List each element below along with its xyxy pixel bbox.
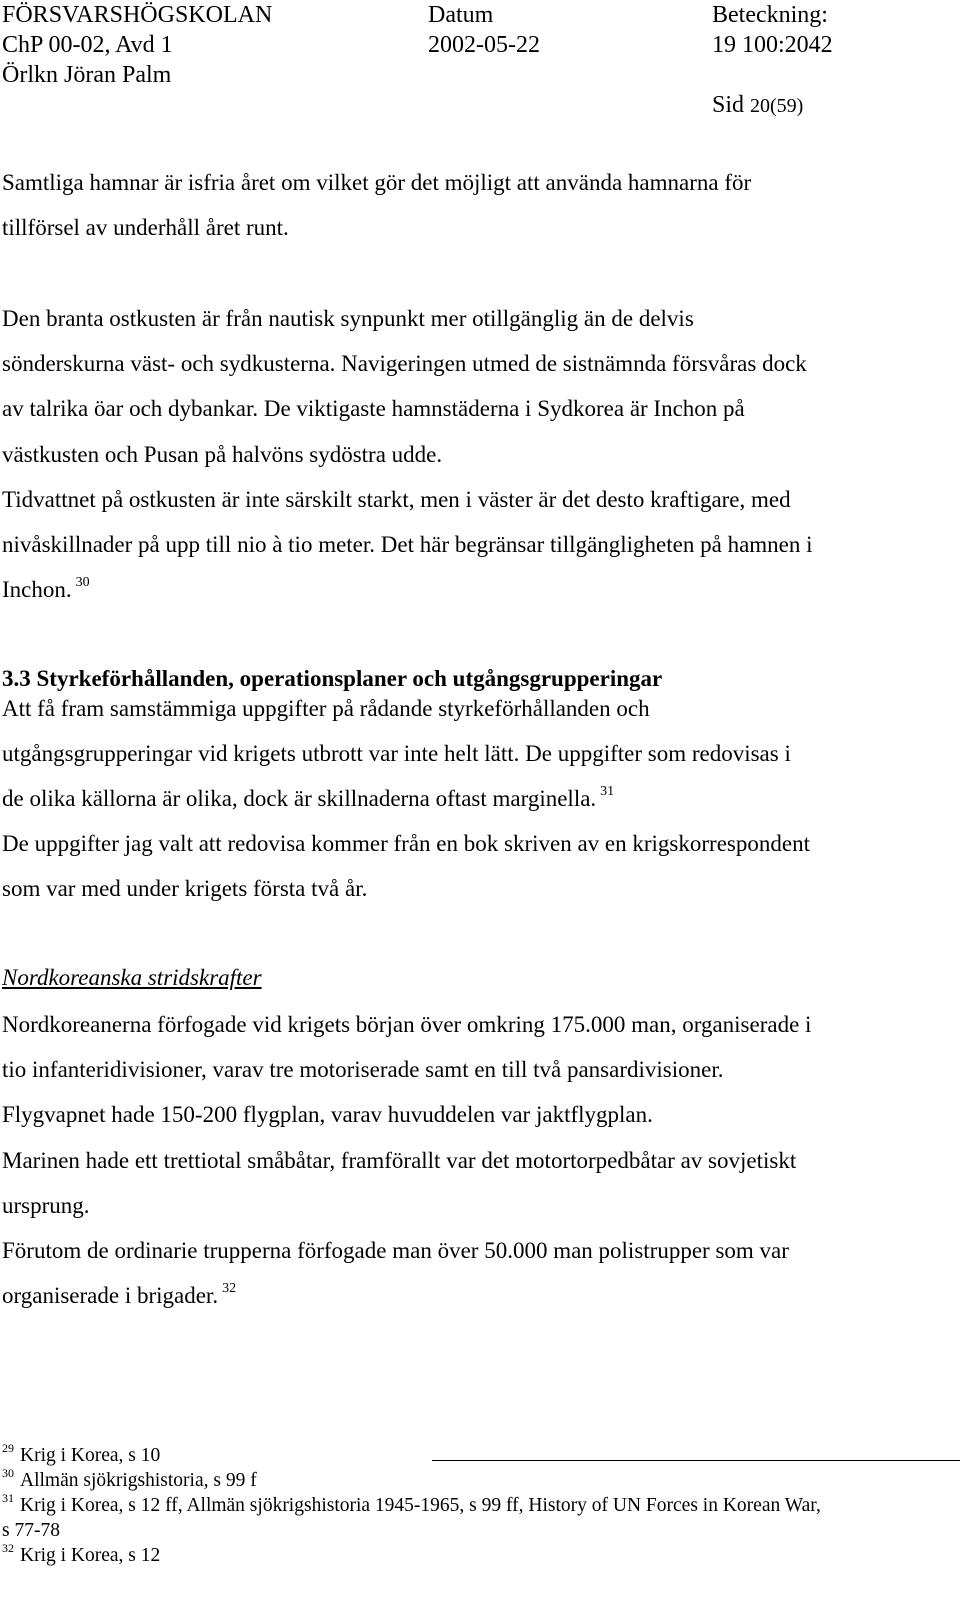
footnote-number: 29 bbox=[2, 1441, 14, 1455]
footnote bbox=[2, 1543, 957, 1568]
header-course: ChP 00-02, Avd 1 bbox=[2, 32, 173, 58]
footnote-ref: 32 bbox=[222, 1281, 237, 1297]
header-page-number bbox=[712, 90, 803, 121]
header-designation-label: Beteckning: bbox=[712, 2, 828, 28]
text-line: Den branta ostkusten är från nautisk synpunkt mer otillgänglig än de delvis bbox=[2, 306, 694, 331]
text-line: ursprung. bbox=[2, 1192, 90, 1218]
footnote bbox=[2, 1443, 957, 1468]
text-line: västkusten och Pusan på halvöns sydöstra udde. bbox=[2, 441, 443, 467]
section-heading: 3.3 Styrkeförhållanden, operationsplaner och utgångsgrupperingar bbox=[2, 666, 663, 691]
footnote-continuation: s 77-78 bbox=[2, 1520, 60, 1541]
text-line: tillförsel av underhåll året runt. bbox=[2, 215, 289, 241]
text-line: nivåskillnader på upp till nio à tio meter. Det här begränsar tillgängligheten på hamnen i bbox=[2, 532, 813, 558]
header-designation: 19 100:2042 bbox=[712, 32, 833, 58]
text-line: utgångsgrupperingar vid krigets utbrott var inte helt lätt. De uppgifter som redovisas i bbox=[2, 741, 791, 767]
footnote-text: Allmän sjökrigshistoria, s 99 f bbox=[20, 1470, 257, 1491]
text-line: Att få fram samstämmiga uppgifter på rådande styrkeförhållanden och bbox=[2, 696, 650, 721]
text-line: av talrika öar och dybankar. De viktigaste hamnstäderna i Sydkorea är Inchon på bbox=[2, 396, 745, 422]
footnote-ref: 30 bbox=[75, 575, 90, 591]
header-date-label: Datum bbox=[428, 2, 494, 28]
text-line: som var med under krigets första två år. bbox=[2, 876, 368, 902]
text-line bbox=[2, 1273, 952, 1318]
footnote-text: Krig i Korea, s 10 bbox=[20, 1445, 161, 1466]
paragraph-harbors bbox=[2, 160, 952, 250]
paragraph-correspondent bbox=[2, 821, 952, 911]
text-line: Nordkoreanerna förfogade vid krigets början över omkring 175.000 man, organiserade i bbox=[2, 1012, 812, 1037]
text-fragment: Inchon. bbox=[2, 577, 72, 603]
page-value: 20(59) bbox=[750, 95, 804, 117]
paragraph-sources bbox=[2, 686, 952, 822]
header-org: FÖRSVARSHÖGSKOLAN bbox=[2, 2, 273, 28]
footnote-text: Krig i Korea, s 12 bbox=[20, 1545, 161, 1566]
footnote-number: 30 bbox=[2, 1466, 14, 1480]
footnote-number: 32 bbox=[2, 1541, 14, 1555]
text-line: sönderskurna väst- och sydkusterna. Navigeringen utmed de sistnämnda försvåras dock bbox=[2, 351, 807, 377]
text-fragment: de olika källorna är olika, dock är skillnaderna oftast marginella. bbox=[2, 786, 597, 812]
page-label: Sid bbox=[712, 92, 745, 118]
text-line: Samtliga hamnar är isfria året om vilket gör det möjligt att använda hamnarna för bbox=[2, 170, 752, 195]
text-line: Tidvattnet på ostkusten är inte särskilt starkt, men i väster är det desto kraftigare, med bbox=[2, 486, 791, 512]
footnote bbox=[2, 1493, 957, 1518]
text-line bbox=[2, 776, 952, 821]
text-line: tio infanteridivisioner, varav tre motoriserade samt en till två pansardivisioner. bbox=[2, 1057, 724, 1083]
text-fragment: organiserade i brigader. bbox=[2, 1283, 219, 1309]
text-line: Förutom de ordinarie trupperna förfogade man över 50.000 man polistrupper som var bbox=[2, 1238, 789, 1264]
paragraph-north-korean-forces bbox=[2, 1002, 952, 1318]
paragraph-coasts bbox=[2, 296, 952, 612]
header-author: Örlkn Jöran Palm bbox=[2, 62, 172, 88]
footnote-ref: 31 bbox=[600, 784, 615, 800]
text-line: De uppgifter jag valt att redovisa kommer från en bok skriven av en krigskorrespondent bbox=[2, 831, 810, 856]
text-line: Marinen hade ett trettiotal småbåtar, framförallt var det motortorpedbåtar av sovjetiskt bbox=[2, 1147, 797, 1173]
footnote-text: Krig i Korea, s 12 ff, Allmän sjökrigshistoria 1945-1965, s 99 ff, History of UN Forces in Korean War, bbox=[20, 1495, 821, 1516]
text-line: Flygvapnet hade 150-200 flygplan, varav huvuddelen var jaktflygplan. bbox=[2, 1102, 653, 1128]
header-date: 2002-05-22 bbox=[428, 32, 540, 58]
text-line bbox=[2, 567, 952, 612]
footnote-number: 31 bbox=[2, 1491, 14, 1505]
subheading: Nordkoreanska stridskrafter bbox=[2, 965, 262, 990]
footnote bbox=[2, 1468, 957, 1493]
